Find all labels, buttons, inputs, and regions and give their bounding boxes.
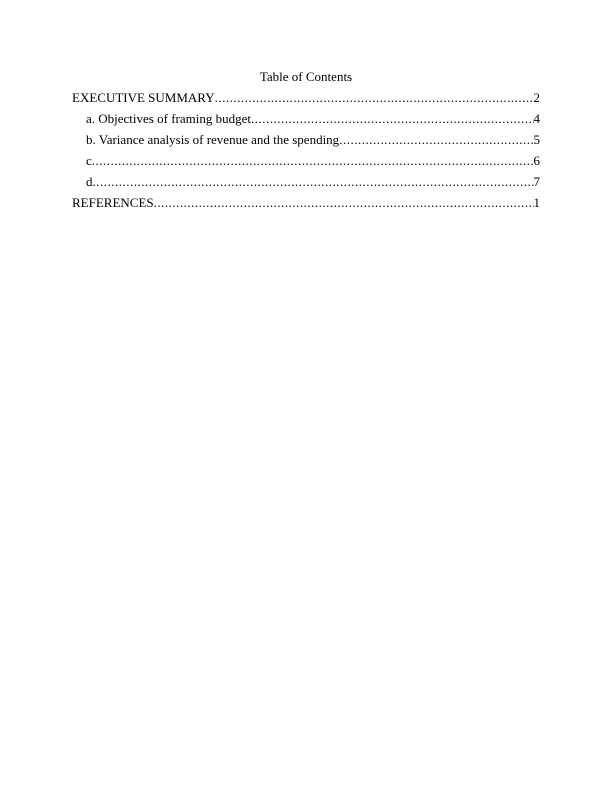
- toc-entry-label: REFERENCES: [72, 195, 154, 210]
- toc-entry-executive-summary[interactable]: [72, 87, 540, 108]
- toc-entry-page-number: 1: [533, 195, 540, 210]
- toc-entry-variance-analysis[interactable]: [72, 129, 540, 150]
- dot-leader: [339, 129, 533, 150]
- toc-entry-references[interactable]: [72, 192, 540, 213]
- toc-entry-label: b. Variance analysis of revenue and the spending: [86, 132, 340, 147]
- toc-entry-label: c: [86, 153, 92, 168]
- toc-entry-c[interactable]: [72, 150, 540, 171]
- toc-entry-label: a. Objectives of framing budget: [86, 111, 251, 126]
- toc-entry-page-number: 6: [533, 153, 540, 168]
- dot-leader: [92, 150, 534, 171]
- toc-entry-label: EXECUTIVE SUMMARY: [72, 90, 215, 105]
- toc-entry-d[interactable]: [72, 171, 540, 192]
- toc-entry-page-number: 5: [533, 132, 540, 147]
- dot-leader: [154, 192, 534, 213]
- dot-leader: [93, 171, 534, 192]
- dot-leader: [251, 108, 534, 129]
- toc-entry-label: d: [86, 174, 93, 189]
- dot-leader: [215, 87, 534, 108]
- toc-entry-page-number: 7: [533, 174, 540, 189]
- toc-title: Table of Contents: [259, 69, 353, 84]
- toc-list: [72, 87, 540, 213]
- toc-entry-page-number: 4: [533, 111, 540, 126]
- toc-entry-objectives-of-framing-budget[interactable]: [72, 108, 540, 129]
- toc-entry-page-number: 2: [533, 90, 540, 105]
